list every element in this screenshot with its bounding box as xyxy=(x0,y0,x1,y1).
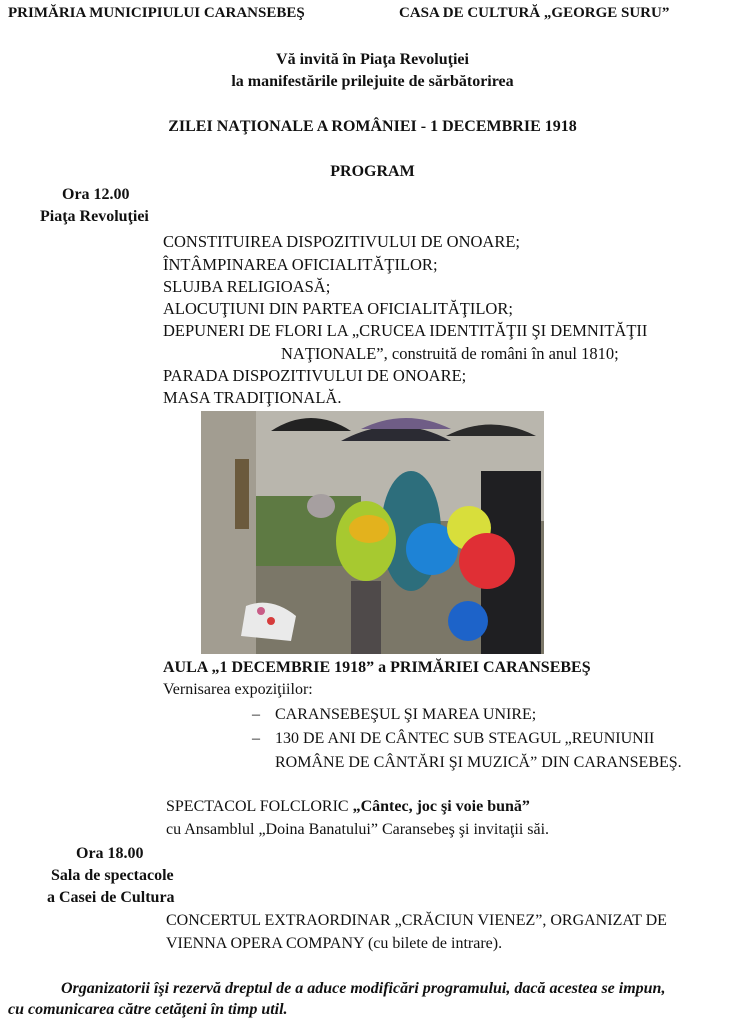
footer-line-1: Organizatorii îşi rezervă dreptul de a aduce modificări programului, dacă acestea se impun, xyxy=(61,980,666,997)
spectacol-ensemble: cu Ansamblul „Doina Banatului” Caransebeş şi invitaţii săi. xyxy=(166,821,550,838)
bullet-dash: – xyxy=(252,706,260,723)
program-item: SLUJBA RELIGIOASĂ; xyxy=(163,277,331,296)
exhibition-item: 130 DE ANI DE CÂNTEC SUB STEAGUL „REUNIUNII xyxy=(275,730,655,747)
program-item: CONSTITUIREA DISPOZITIVULUI DE ONOARE; xyxy=(163,232,521,251)
aula-heading: AULA „1 DECEMBRIE 1918” a PRIMĂRIEI CARANSEBEŞ xyxy=(163,659,591,676)
section2-place-2: a Casei de Cultura xyxy=(47,889,175,906)
section1-time: Ora 12.00 xyxy=(62,186,130,203)
aula-subheading: Vernisarea expoziţiilor: xyxy=(163,681,313,698)
program-item-continuation: NAŢIONALE”, construită de români în anul 1810; xyxy=(281,344,619,363)
exhibition-item-continuation: ROMÂNE DE CÂNTĂRI ŞI MUZICĂ” DIN CARANSEBEŞ. xyxy=(275,754,682,771)
header-left: PRIMĂRIA MUNICIPIULUI CARANSEBEŞ xyxy=(8,5,305,21)
spectacol-label: SPECTACOL FOLCLORIC xyxy=(166,798,353,815)
program-item: DEPUNERI DE FLORI LA „CRUCEA IDENTITĂŢII ŞI DEMNITĂŢII xyxy=(163,321,648,340)
section2-time: Ora 18.00 xyxy=(76,845,144,862)
event-title: ZILEI NAŢIONALE A ROMÂNIEI - 1 DECEMBRIE 1918 xyxy=(168,118,577,135)
intro-line-2: la manifestările prilejuite de sărbătorirea xyxy=(231,73,514,90)
exhibition-item: CARANSEBEŞUL ŞI MAREA UNIRE; xyxy=(275,706,537,723)
section1-place: Piaţa Revoluţiei xyxy=(40,208,149,225)
footer-line-2: cu comunicarea către cetăţeni în timp util. xyxy=(8,1001,288,1018)
intro-line-1: Vă invită în Piaţa Revoluţiei xyxy=(276,51,469,68)
spectacol-name: „Cântec, joc şi voie bună” xyxy=(352,798,530,815)
program-item: MASA TRADIŢIONALĂ. xyxy=(163,388,342,407)
program-label: PROGRAM xyxy=(330,163,415,180)
program-item: PARADA DISPOZITIVULUI DE ONOARE; xyxy=(163,366,467,385)
header-right: CASA DE CULTURĂ „GEORGE SURU” xyxy=(399,5,670,21)
concert-line-2: VIENNA OPERA COMPANY (cu bilete de intrare). xyxy=(166,935,503,952)
concert-line-1: CONCERTUL EXTRAORDINAR „CRĂCIUN VIENEZ”, ORGANIZAT DE xyxy=(166,912,667,929)
section2-place-1: Sala de spectacole xyxy=(51,867,174,884)
event-photo xyxy=(201,411,544,654)
bullet-dash: – xyxy=(252,730,260,747)
program-item: ÎNTÂMPINAREA OFICIALITĂŢILOR; xyxy=(163,255,438,274)
spectacol-line xyxy=(166,798,530,816)
program-item: ALOCUŢIUNI DIN PARTEA OFICIALITĂŢILOR; xyxy=(163,299,513,318)
